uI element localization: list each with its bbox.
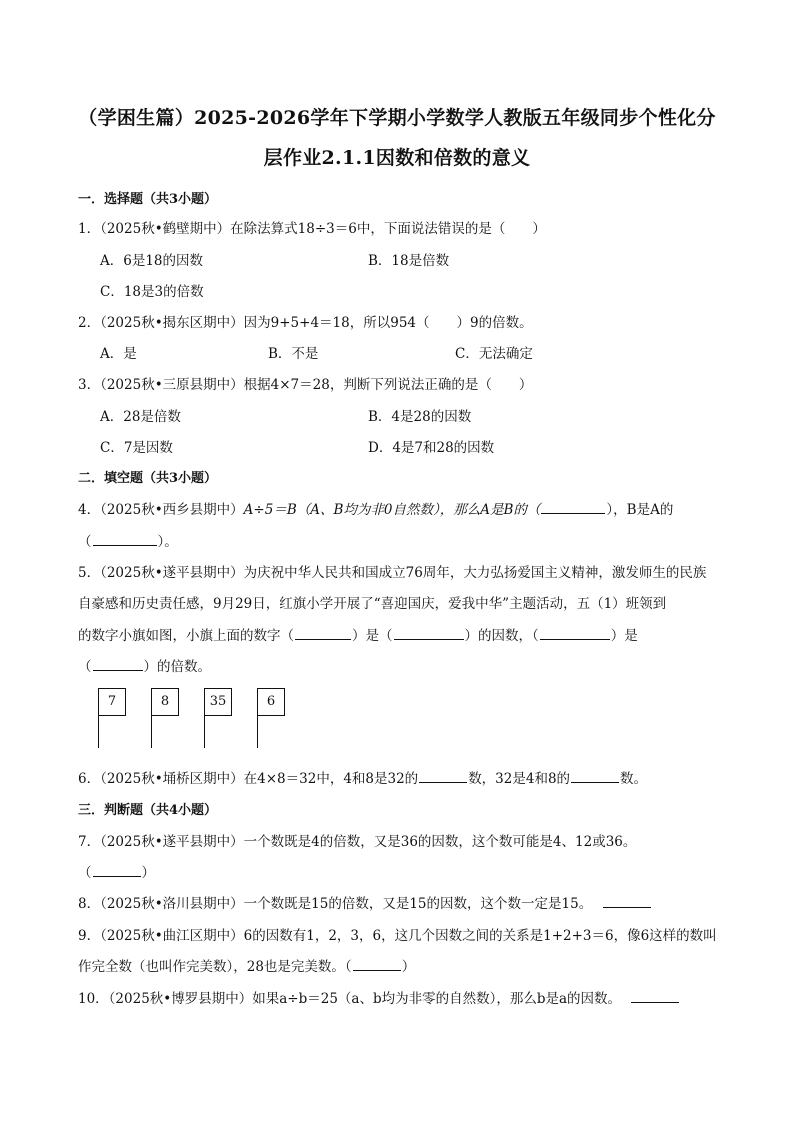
number-flag [204,688,234,748]
page-title-line2: 层作业2.1.1因数和倍数的意义 [263,147,531,169]
page-title-line1: （学困生篇）2025-2026学年下学期小学数学人教版五年级同步个性化分 [78,107,716,129]
question-3-stem: 3．（2025秋•三原县期中）根据4×7＝28，判断下列说法正确的是（ ） [78,377,533,393]
question-5-line4 [78,655,211,675]
question-10 [78,987,680,1007]
question-9-bracket-close: ） [401,959,416,975]
question-9-text: 作完全数（也叫作完美数），28也是完美数。（ [78,959,352,975]
flag-number: 8 [151,688,179,716]
question-8 [78,892,652,912]
question-5-text-a: 的数字小旗如图，小旗上面的数字（ [78,628,294,644]
question-5-text-end: ）的倍数。 [143,659,211,675]
question-5-line3 [78,624,638,644]
question-9-blank[interactable] [353,956,401,971]
flag-number: 6 [257,688,285,716]
question-7-line1: 7．（2025秋•遂平县期中）一个数既是4的倍数，又是36的因数，这个数可能是4、12或36。 [78,834,637,850]
question-4-text: A÷5＝B（A、B均为非0自然数），那么A是B的（ [243,502,541,518]
question-2-stem: 2．（2025秋•揭东区期中）因为9+5+4＝18，所以954（ ）9的倍数。 [78,315,533,331]
question-4-text-end: ），B是A的 [606,502,674,518]
question-5-line1: 5．（2025秋•遂平县期中）为庆祝中华人民共和国成立76周年，大力弘扬爱国主义精神，激发师生的民族 [78,565,707,581]
flag-number: 7 [98,688,126,716]
question-1-stem: 1．（2025秋•鹤壁期中）在除法算式18÷3＝6中，下面说法错误的是（ ） [78,221,546,237]
question-3-option-a: A．28是倍数 [100,409,181,425]
question-7-bracket-close: ） [141,865,155,881]
question-2-option-b: B．不是 [268,346,319,362]
question-2-option-a: A．是 [100,346,137,362]
number-flag [151,688,181,748]
question-6 [78,767,647,787]
question-5-blank-4[interactable] [93,656,143,671]
question-4-line1 [78,498,673,518]
question-6-blank-1[interactable] [419,768,467,783]
question-7-blank[interactable] [93,862,141,877]
question-8-text: 8．（2025秋•洛川县期中）一个数既是15的倍数，又是15的因数，这个数一定是15。 [78,896,593,912]
question-1-option-a: A．6是18的因数 [100,253,204,269]
question-1-option-b: B．18是倍数 [368,253,450,269]
flag-pole [98,714,99,748]
flag-number: 35 [204,688,232,716]
section-heading-choice: 一．选择题（共3小题） [78,192,218,207]
question-3-option-b: B．4是28的因数 [368,409,472,425]
question-4-blank-2[interactable] [93,531,157,546]
question-7-bracket-open: （ [78,865,92,881]
question-6-blank-2[interactable] [571,768,619,783]
question-9-line2 [78,955,415,975]
question-4-bracket-close: ）。 [157,534,178,550]
question-6-text-b: 数，32是4和8的 [468,771,571,787]
flag-pole [204,714,205,748]
flag-pole [151,714,152,748]
question-9-line1: 9．（2025秋•曲江区期中）6的因数有1，2，3，6，这几个因数之间的关系是1+2+3＝6，像6这样的数叫 [78,928,717,944]
question-6-text-c: 数。 [620,771,648,787]
question-5-blank-1[interactable] [295,625,351,640]
question-5-line2: 自豪感和历史责任感，9月29日，红旗小学开展了“喜迎国庆，爱我中华”主题活动，五（1）班领到 [78,596,667,612]
question-5-blank-3[interactable] [540,625,610,640]
question-4-source: 4．（2025秋•西乡县期中） [78,502,244,518]
section-heading-judge: 三．判断题（共4小题） [78,803,218,818]
question-10-blank[interactable] [631,988,679,1003]
question-3-option-d: D．4是7和28的因数 [368,440,495,456]
number-flag [257,688,287,748]
question-5-blank-2[interactable] [394,625,464,640]
question-10-text: 10．（2025秋•博罗县期中）如果a÷b＝25（a、b均为非零的自然数），那么b是a的因数。 [78,991,622,1007]
question-8-blank[interactable] [603,893,651,908]
question-4-bracket-open: （ [78,534,92,550]
question-2-option-c: C．无法确定 [455,346,533,362]
question-6-text-a: 6．（2025秋•埇桥区期中）在4×8＝32中，4和8是32的 [78,771,419,787]
question-5-text-d: ）是 [610,628,638,644]
question-7-line2 [78,861,155,881]
number-flag [98,688,128,748]
question-3-option-c: C．7是因数 [100,440,173,456]
question-4-line2 [78,530,178,550]
question-5-text-b: ）是（ [352,628,393,644]
question-5-text-c: ）的因数，（ [464,628,539,644]
section-heading-fill: 二．填空题（共3小题） [78,471,218,486]
question-5-bracket-open: （ [78,659,92,675]
flag-pole [257,714,258,748]
question-4-blank-1[interactable] [541,499,605,514]
question-1-option-c: C．18是3的倍数 [100,284,204,300]
